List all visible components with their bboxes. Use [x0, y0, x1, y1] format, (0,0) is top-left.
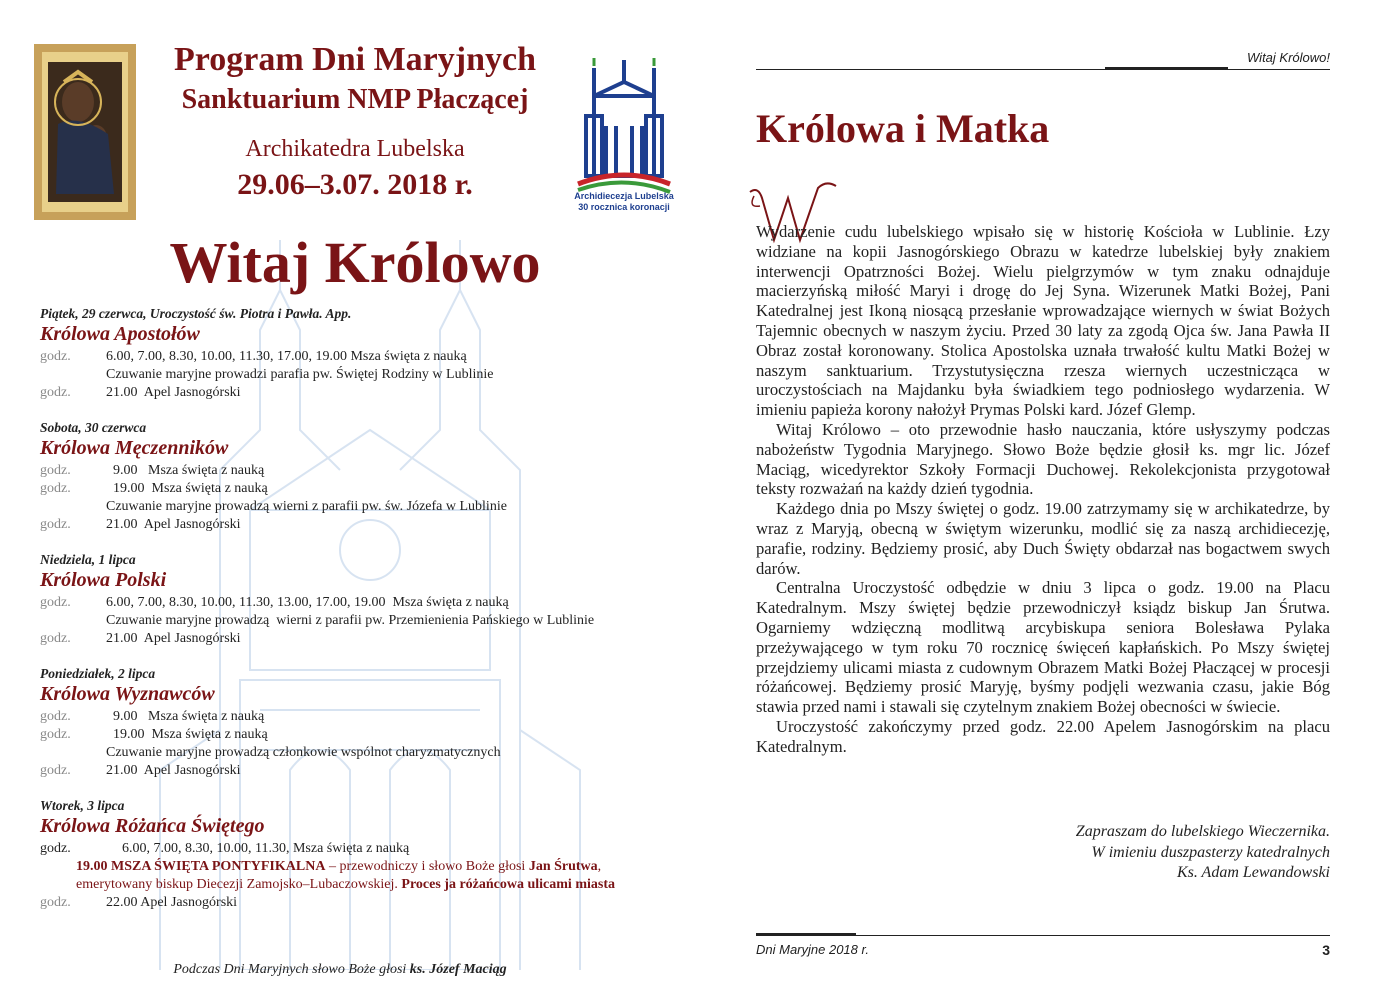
row-label: godz.	[40, 841, 71, 856]
black-madonna-icon	[34, 44, 136, 220]
row-label: godz.	[40, 385, 71, 400]
day-date: Niedziela, 1 lipca	[40, 552, 136, 567]
logo-caption	[560, 191, 688, 213]
logo-caption-line1: Archidiecezja Lubelska	[574, 191, 674, 201]
pontifical-rest: , emerytowany biskup Diecezji Zamojsko–Lubaczowskiej.	[76, 859, 602, 892]
sanctuary-title: Sanktuarium NMP Płaczącej	[181, 84, 529, 115]
schedule-row	[40, 348, 680, 366]
article-paragraph: Centralna Uroczystość odbędzie w dniu 3 lipca o godz. 19.00 na Placu Katedralnym. Mszy świętej będzie przewodniczył ksiądz biskup Jan Śrutwa. Ogarniemy wdzięczną modlitwą arcybiskupa seniora Bolesława Pylaka przeżywającego w tym roku 70 rocznicę święceń kapłańskich. Po Mszy świętej przejdziemy ulicami miasta z cudownym Obrazem Matki Bożej Płaczącej w procesji różańcowej. Będziemy prosić Maryję, byśmy podjęli wezwania czasu, jakie Bóg stawia przed nami i stawali się czytelnym znakiem Bożej obecności w świecie.	[756, 578, 1330, 717]
schedule-row	[40, 612, 680, 630]
schedule-day-last	[40, 798, 680, 912]
article-paragraph: Każdego dnia po Mszy świętej o godz. 19.00 zatrzymamy się w archikatedrze, by wraz z Maryją, obecną w świętym wizerunku, modlić się za naszą archidiecezję, parafie, rodziny. Będziemy prosić, aby Duch Święty obdarzał nas bogactwem swych darów.	[756, 499, 1330, 578]
footer-rule	[756, 935, 1330, 936]
row-label	[40, 744, 106, 762]
article-paragraph: Wydarzenie cudu lubelskiego wpisało się w historię Kościoła w Lublinie. Łzy widziane na kopii Jasnogórskiego Obrazu w katedrze lubelskiej były znakiem interwencji Opatrzności Bożej. Wielu pielgrzymów w tym znaku odnajduje macierzyńską miłość Maryi i drogę do Jej Syna. Wizerunek Matki Bożej, Pani Katedralnej jest Ikoną niosącą przesłanie wprowadzające wiernych w świat Bożych Tajemnic obecnych w naszym życiu. Przed 30 laty za zgodą Ojca św. Jana Pawła II Obraz został koronowany. Stolica Apostolska uznała trwałość kultu Matki Bożej w naszym sanktuarium. Trzystutysięczna rzesza wiernych uczestnicząca w uroczystościach na Majdanku była świadkiem tego podniosłego wydarzenia. W imieniu papieża korony nałożył Prymas Polski kard. Józef Glemp.	[756, 222, 1330, 420]
row-label: godz.	[40, 631, 71, 646]
pontifical-procession: Proces ja różańcowa ulicami miasta	[401, 877, 615, 892]
schedule-row	[40, 762, 680, 780]
schedule-row	[40, 726, 680, 744]
article-paragraph: Uroczystość zakończymy przed godz. 22.00 Apelem Jasnogórskim na placu Katedralnym.	[756, 716, 1330, 756]
row-label: godz.	[40, 709, 71, 724]
running-footer: Dni Maryjne 2018 r.	[756, 942, 869, 957]
row-label: godz.	[40, 763, 71, 778]
article-paragraph: Witaj Królowo – oto przewodnie hasło nauczania, które usłyszymy podczas nabożeństw Tygodnia Maryjnego. Słowo Boże będzie głosił ks. mgr lic. Józef Maciąg, wicedyrektor Szkoły Formacji Duchowej. Rekolekcjonista przygotował teksty rozważań na każdy dzień tygodnia.	[756, 419, 1330, 499]
schedule-day	[40, 420, 680, 534]
row-text: 9.00 Msza święta z nauką	[106, 709, 265, 724]
row-text: Czuwanie maryjne prowadzą wierni z parafii pw. św. Józefa w Lublinie	[106, 499, 507, 514]
header-rule-accent	[1105, 67, 1228, 69]
pontifical-mid: – przewodniczy i słowo Boże głosi	[325, 859, 529, 874]
schedule-day	[40, 666, 680, 780]
schedule-row	[40, 384, 680, 402]
row-text: 21.00 Apel Jasnogórski	[106, 631, 241, 646]
schedule-row	[40, 744, 680, 762]
schedule-row	[40, 516, 680, 534]
pontifical-bishop: Jan Śrutwa	[528, 859, 598, 874]
preacher-note-prefix: Podczas Dni Maryjnych słowo Boże głosi	[173, 962, 410, 977]
day-date: Wtorek, 3 lipca	[40, 798, 125, 813]
day-date: Piątek, 29 czerwca, Uroczystość św. Piotra i Pawła. App.	[40, 306, 352, 321]
row-text: 19.00 Msza święta z nauką	[106, 481, 268, 496]
schedule-days	[40, 306, 680, 780]
day-date: Poniedziałek, 2 lipca	[40, 666, 156, 681]
article-title: Królowa i Matka	[756, 106, 1050, 151]
day-name: Królowa Różańca Świętego	[40, 815, 265, 837]
day-name: Królowa Męczenników	[40, 437, 229, 459]
row-label: godz.	[40, 895, 71, 910]
signature-line-1: Zapraszam do lubelskiego Wieczernika.	[1075, 823, 1330, 840]
row-text: 21.00 Apel Jasnogórski	[106, 385, 241, 400]
row-label	[40, 366, 106, 384]
row-text: 22.00 Apel Jasnogórski	[106, 895, 238, 910]
signature-line-3: Ks. Adam Lewandowski	[1176, 864, 1330, 881]
schedule	[40, 306, 680, 930]
row-label: godz.	[40, 517, 71, 532]
schedule-row	[40, 498, 680, 516]
signature-block	[1000, 822, 1330, 884]
day-date: Sobota, 30 czerwca	[40, 420, 147, 435]
row-text: 6.00, 7.00, 8.30, 10.00, 11.30, Msza święta z nauką	[122, 841, 410, 856]
row-label: godz.	[40, 481, 71, 496]
row-label: godz.	[40, 349, 71, 364]
schedule-row	[40, 594, 680, 612]
row-text: 9.00 Msza święta z nauką	[106, 463, 265, 478]
row-text: 21.00 Apel Jasnogórski	[106, 517, 241, 532]
main-title: Witaj Królowo	[169, 230, 541, 295]
schedule-day	[40, 306, 680, 402]
row-text: 19.00 Msza święta z nauką	[106, 727, 268, 742]
page-number: 3	[1322, 942, 1330, 958]
row-text: Czuwanie maryjne prowadzi parafia pw. Świętej Rodziny w Lublinie	[106, 367, 494, 382]
schedule-row	[40, 708, 680, 726]
day-name: Królowa Polski	[40, 569, 167, 591]
row-label	[40, 498, 106, 516]
row-text: Czuwanie maryjne prowadzą wierni z parafii pw. Przemienienia Pańskiego w Lublinie	[106, 613, 595, 628]
row-text: 6.00, 7.00, 8.30, 10.00, 11.30, 13.00, 17.00, 19.00 Msza święta z nauką	[106, 595, 509, 610]
row-label: godz.	[40, 727, 71, 742]
cathedral-subtitle: Archikatedra Lubelska	[245, 136, 465, 162]
schedule-row	[40, 462, 680, 480]
event-dates: 29.06–3.07. 2018 r.	[237, 168, 473, 201]
running-header: Witaj Królowo!	[1247, 50, 1330, 65]
schedule-row	[40, 630, 680, 648]
pontifical-time: 19.00 MSZA ŚWIĘTA PONTYFIKALNA	[76, 859, 326, 874]
right-page	[700, 0, 1400, 993]
row-label: godz.	[40, 595, 71, 610]
header-rule	[756, 69, 1330, 70]
signature-line-2: W imieniu duszpasterzy katedralnych	[1091, 843, 1330, 861]
schedule-row	[40, 840, 680, 858]
preacher-note	[40, 962, 640, 978]
schedule-row	[40, 480, 680, 498]
schedule-day	[40, 552, 680, 648]
row-text: 21.00 Apel Jasnogórski	[106, 763, 241, 778]
row-label: godz.	[40, 463, 71, 478]
article-body	[756, 222, 1330, 757]
pontifical-mass-info	[76, 858, 680, 894]
row-label	[40, 612, 106, 630]
row-text: 6.00, 7.00, 8.30, 10.00, 11.30, 17.00, 19.00 Msza święta z nauką	[106, 349, 467, 364]
day-name: Królowa Wyznawców	[40, 683, 215, 705]
row-text: Czuwanie maryjne prowadzą członkowie wspólnot charyzmatycznych	[106, 745, 501, 760]
logo-caption-line2: 30 rocznica koronacji	[578, 202, 670, 212]
schedule-row	[40, 366, 680, 384]
program-title: Program Dni Maryjnych	[174, 41, 536, 78]
schedule-row	[40, 894, 680, 912]
day-name: Królowa Apostołów	[40, 323, 200, 345]
preacher-name: ks. Józef Maciąg	[409, 962, 507, 977]
